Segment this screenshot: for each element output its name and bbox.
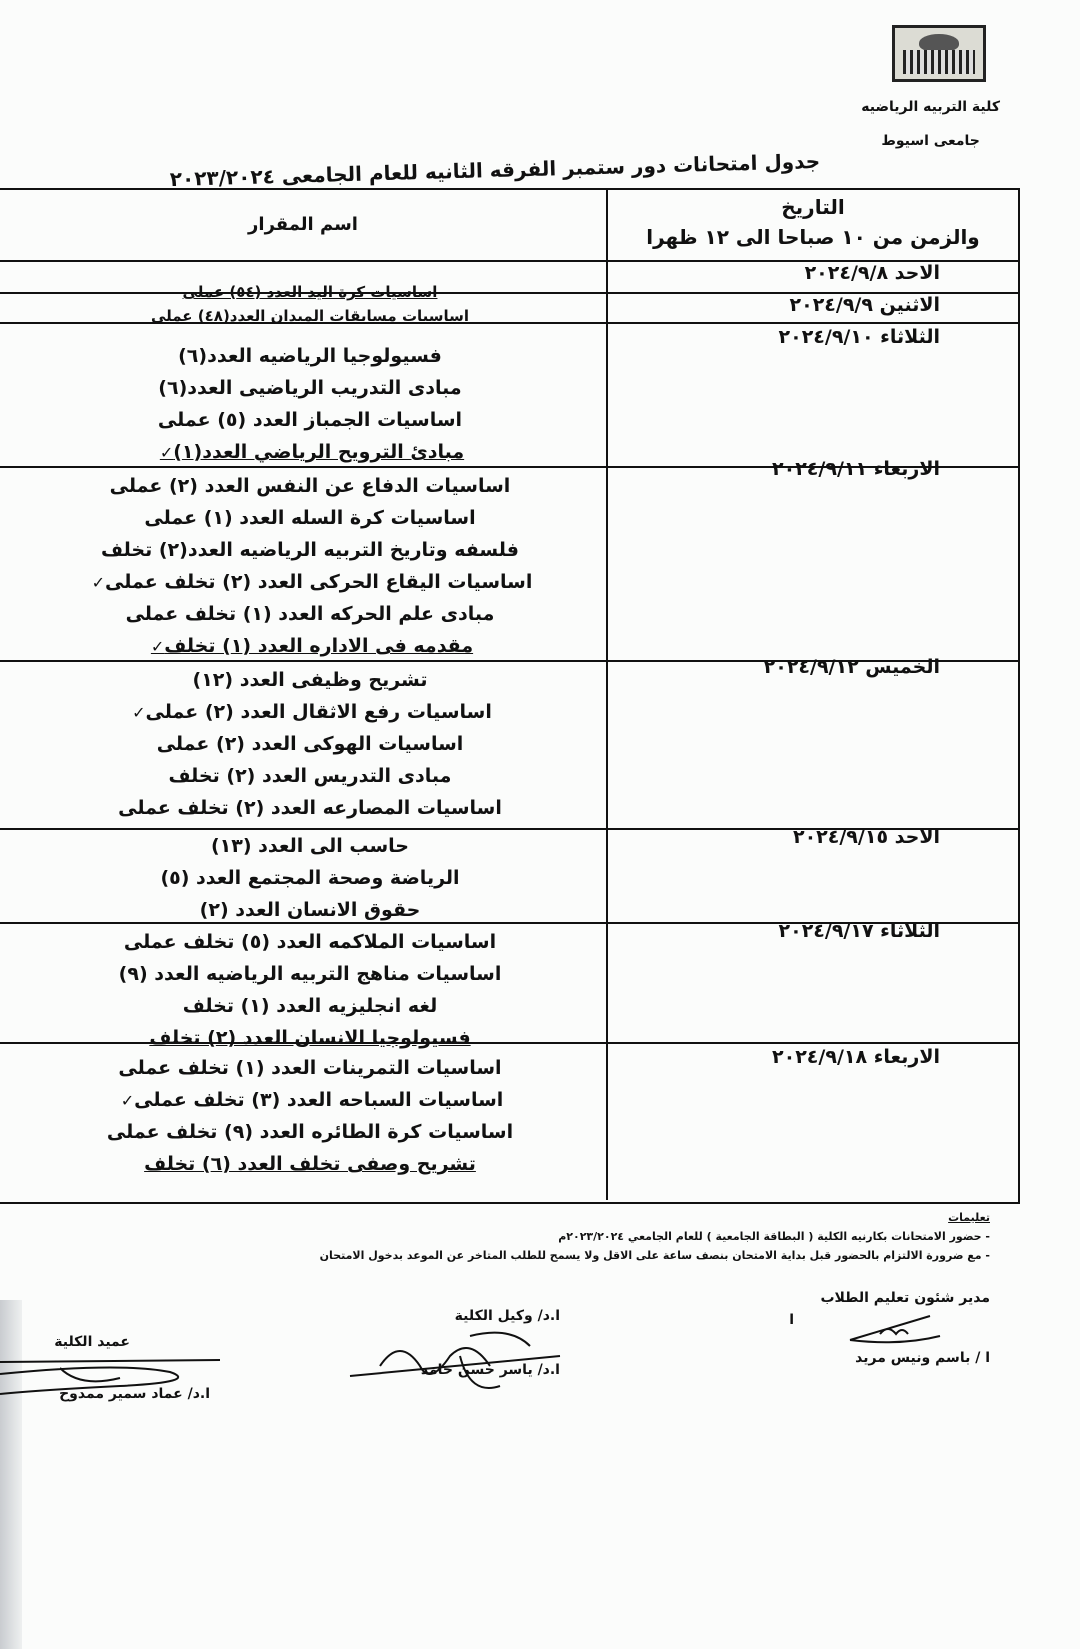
checkmark-icon: ✓ <box>159 443 174 462</box>
exam-date: الاربعاء ٢٠٢٤/٩/١٨ <box>772 1046 940 1068</box>
instruction-item: - مع ضرورة الالتزام بالحضور قبل بداية الامتحان بنصف ساعة على الاقل ولا يسمح للطلب المتاخر عن الموعد بدخول الامتحان <box>319 1249 990 1262</box>
course-list <box>40 664 580 824</box>
faculty-header <box>861 90 1000 158</box>
course-item: مبادى التدريس العدد (٢) تخلف <box>168 765 452 787</box>
checkmark-icon: ✓ <box>132 703 146 722</box>
course-list <box>40 300 580 332</box>
signature-dean: عميد الكلية ا.د/ عماد سمير ممدوح <box>10 1334 220 1402</box>
signature-vice-dean: ا.د/ وكيل الكلية ا.د/ ياسر حسن حامد <box>360 1308 560 1378</box>
handwritten-signature-icon <box>0 1342 230 1402</box>
course-column-header: اسم المقرار <box>248 214 358 235</box>
exam-date: الاربعاء ٢٠٢٤/٩/١١ <box>772 458 940 480</box>
course-item: اساسيات الدفاع عن النفس العدد (٢) عملى <box>109 475 511 497</box>
course-list <box>40 830 580 926</box>
university-logo-icon <box>892 25 986 82</box>
exam-date: الاحد ٢٠٢٤/٩/١٥ <box>792 826 940 848</box>
checkmark-icon: ✓ <box>150 637 165 656</box>
university-name: جامعى اسيوط <box>881 133 980 149</box>
course-item: فلسفه وتاريخ التربيه الرياضيه العدد(٢) تخلف <box>101 539 519 561</box>
course-item: تشريح وصفى تخلف العدد (٦) تخلف <box>144 1153 476 1175</box>
exam-date: الاحد ٢٠٢٤/٩/٨ <box>804 262 940 284</box>
course-item: اساسيات الجمباز العدد (٥) عملى <box>157 409 463 431</box>
course-item: مبادى علم الحركه العدد (١) تخلف عملى <box>125 603 495 625</box>
course-list <box>40 470 580 662</box>
course-item: لغه انجليزيه العدد (١) تخلف <box>182 995 438 1017</box>
course-list <box>40 1052 580 1180</box>
date-column-header: التاريخ والزمن من ١٠ صباحا الى ١٢ ظهرا <box>646 195 980 249</box>
course-item: اساسيات الهوكى العدد (٢) عملى <box>156 733 464 755</box>
course-item: اساسيات كرة اليد العدد (٥٤) عملى <box>182 283 438 301</box>
document-title: جدول امتحانات دور ستمبر الفرقه الثانيه للعام الجامعى ٢٠٢٣/٢٠٢٤ <box>169 148 821 192</box>
exam-date: الخميس ٢٠٢٤/٩/١٢ <box>763 656 940 678</box>
course-item: الرياضة وصحة المجتمع العدد (٥) <box>160 867 460 889</box>
course-item: اساسيات رفع الاثقال العدد (٢) عملى✓ <box>132 701 492 723</box>
exam-date: الثلاثاء ٢٠٢٤/٩/١٧ <box>778 920 940 942</box>
course-item: حقوق الانسان العدد (٢) <box>199 899 421 921</box>
course-item: اساسيات مناهج التربيه الرياضيه العدد (٩) <box>118 963 502 985</box>
course-list <box>40 926 580 1054</box>
course-item: اساسيات المصارعه العدد (٢) تخلف عملى <box>118 797 502 819</box>
course-list <box>40 340 580 468</box>
checkmark-icon: ✓ <box>120 1091 135 1110</box>
checkmark-icon: ✓ <box>91 573 106 592</box>
faculty-name: كلية التربيه الرياضيه <box>861 99 1000 115</box>
course-item: فسيولوجيا الرياضيه العدد(٦) <box>178 345 442 367</box>
instructions-heading: تعليمات <box>948 1211 990 1224</box>
course-item: اساسيات اليقاع الحركى العدد (٢) تخلف عملى✓ <box>91 571 533 593</box>
handwritten-signature-icon <box>340 1326 570 1396</box>
course-item: اساسيات كرة السله العدد (١) عملى <box>144 507 476 529</box>
signature-student-affairs: مدير شئون تعليم الطلاب ا ا / باسم ونيس مريد <box>789 1290 990 1366</box>
handwritten-signature-icon <box>820 1306 950 1350</box>
course-item: اساسيات التمرينات العدد (١) تخلف عملى <box>118 1057 502 1079</box>
course-item: فسيولوجيا الانسان العدد (٢) تخلف <box>149 1027 471 1049</box>
exam-date: الثلاثاء ٢٠٢٤/٩/١٠ <box>778 326 940 348</box>
course-item: مبادئ الترويح الرياضي العدد(١)✓ <box>159 441 465 463</box>
course-item: حاسب الى العدد (١٣) <box>210 835 409 857</box>
course-item: اساسيات كرة الطائره العدد (٩) تخلف عملى <box>106 1121 514 1143</box>
exam-date: الاثنين ٢٠٢٤/٩/٩ <box>789 294 940 316</box>
course-item: مبادى التدريب الرياضيى العدد(٦) <box>158 377 462 399</box>
instruction-item: - حضور الامتحانات بكارنيه الكلية ( البطاقة الجامعية ) للعام الجامعي ٢٠٢٣/٢٠٢٤م <box>558 1230 990 1243</box>
course-item: تشريح وظيفى العدد (١٢) <box>192 669 428 691</box>
course-item: اساسيات السباحه العدد (٣) تخلف عملى✓ <box>120 1089 504 1111</box>
course-item: اساسيات الملاكمه العدد (٥) تخلف عملى <box>123 931 497 953</box>
column-divider <box>606 188 608 1200</box>
course-item: اساسيات مسابقات الميدان العدد(٤٨) عملى <box>150 307 470 325</box>
instructions-block <box>290 1208 990 1265</box>
course-item: مقدمه فى الاداره العدد (١) تخلف✓ <box>150 635 474 657</box>
